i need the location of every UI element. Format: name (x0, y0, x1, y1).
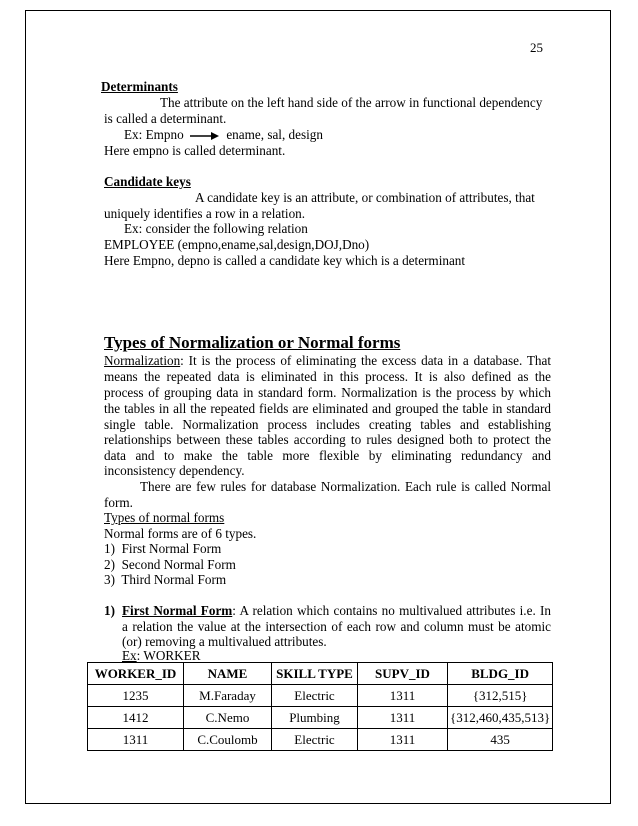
normal-form-item: 2) Second Normal Form (104, 557, 236, 572)
column-header: WORKER_ID (88, 663, 184, 685)
normalization-line-8: inconsistency dependency. (104, 463, 245, 478)
table-cell: 1311 (358, 729, 448, 751)
table-row (88, 685, 553, 707)
types-heading: Types of normal forms (104, 510, 225, 525)
normalization-line-2: means the repeated data is eliminated in this process. It is also defined as the (104, 369, 551, 384)
table-cell: C.Coulomb (184, 729, 272, 751)
table-cell: Electric (272, 685, 358, 707)
table-cell: Electric (272, 729, 358, 751)
table-cell: 435 (448, 729, 553, 751)
example-rhs: ename, sal, design (226, 127, 323, 142)
table-cell: C.Nemo (184, 707, 272, 729)
candidate-keys-line-1: A candidate key is an attribute, or combination of attributes, that (195, 190, 535, 205)
table-cell: 1311 (358, 685, 448, 707)
candidate-keys-line-2: uniquely identifies a row in a relation. (104, 206, 306, 221)
normal-form-item: 3) Third Normal Form (104, 572, 227, 587)
candidate-keys-line-4: EMPLOYEE (empno,ename,sal,design,DOJ,Dno) (104, 237, 370, 252)
candidate-keys-heading: Candidate keys (104, 174, 191, 189)
normalization-line-6: relationships between these tables according to rules designed both to protect the (104, 432, 551, 447)
table-cell: 1235 (88, 685, 184, 707)
table-cell: {312,460,435,513} (448, 707, 553, 729)
column-header: SKILL TYPE (272, 663, 358, 685)
determinants-line-2: is called a determinant. (104, 111, 227, 126)
candidate-keys-line-3: Ex: consider the following relation (124, 221, 308, 236)
table-cell: Plumbing (272, 707, 358, 729)
normalization-line-7: data and to make the table more flexible by eliminating redundancy and (104, 448, 551, 463)
types-intro: Normal forms are of 6 types. (104, 526, 257, 541)
determinants-heading: Determinants (101, 79, 178, 94)
worker-table (87, 662, 553, 751)
table-cell: {312,515} (448, 685, 553, 707)
table-cell: 1311 (88, 729, 184, 751)
first-nf-line-3: (or) removing a multivalued attributes. (122, 634, 327, 649)
rules-line-1: There are few rules for database Normalization. Each rule is called Normal (140, 479, 551, 494)
column-header: SUPV_ID (358, 663, 448, 685)
table-row (88, 707, 553, 729)
table-row (88, 729, 553, 751)
determinants-line-1: The attribute on the left hand side of the arrow in functional dependency (160, 95, 543, 110)
first-nf-line-2: a relation the value at the intersection of each row and column must be atomic (122, 619, 551, 634)
determinants-example (124, 127, 323, 143)
column-header: NAME (184, 663, 272, 685)
first-nf-term: First Normal Form (122, 603, 233, 618)
example-label: Ex (122, 648, 137, 663)
table-cell: M.Faraday (184, 685, 272, 707)
first-nf-line-1: First Normal Form: A relation which contains no multivalued attributes i.e. In (122, 603, 551, 618)
rules-line-2: form. (104, 495, 133, 510)
table-header-row (88, 663, 553, 685)
normalization-line-4: the tables in all the repeated fields are eliminated and grouped the table in standard (104, 401, 551, 416)
page-number: 25 (530, 40, 543, 55)
table-cell: 1311 (358, 707, 448, 729)
normalization-heading: Types of Normalization or Normal forms (104, 333, 401, 352)
candidate-keys-line-5: Here Empno, depno is called a candidate key which is a determinant (104, 253, 466, 268)
normalization-line-5: single table. Normalization process includes creating tables and establishing (104, 417, 551, 432)
normalization-line-1: Normalization: It is the process of eliminating the excess data in a database. That (104, 353, 551, 368)
normal-form-item: 1) First Normal Form (104, 541, 222, 556)
table-cell: 1412 (88, 707, 184, 729)
normalization-line-3: process of grouping data in standard form. Normalization is the process by which (104, 385, 551, 400)
first-nf-number: 1) (104, 603, 115, 618)
first-nf-example: Ex: WORKER (122, 648, 201, 663)
arrow-icon (190, 131, 220, 141)
determinants-line-4: Here empno is called determinant. (104, 143, 286, 158)
column-header: BLDG_ID (448, 663, 553, 685)
normalization-term: Normalization (104, 353, 181, 368)
example-lhs: Ex: Empno (124, 127, 184, 142)
